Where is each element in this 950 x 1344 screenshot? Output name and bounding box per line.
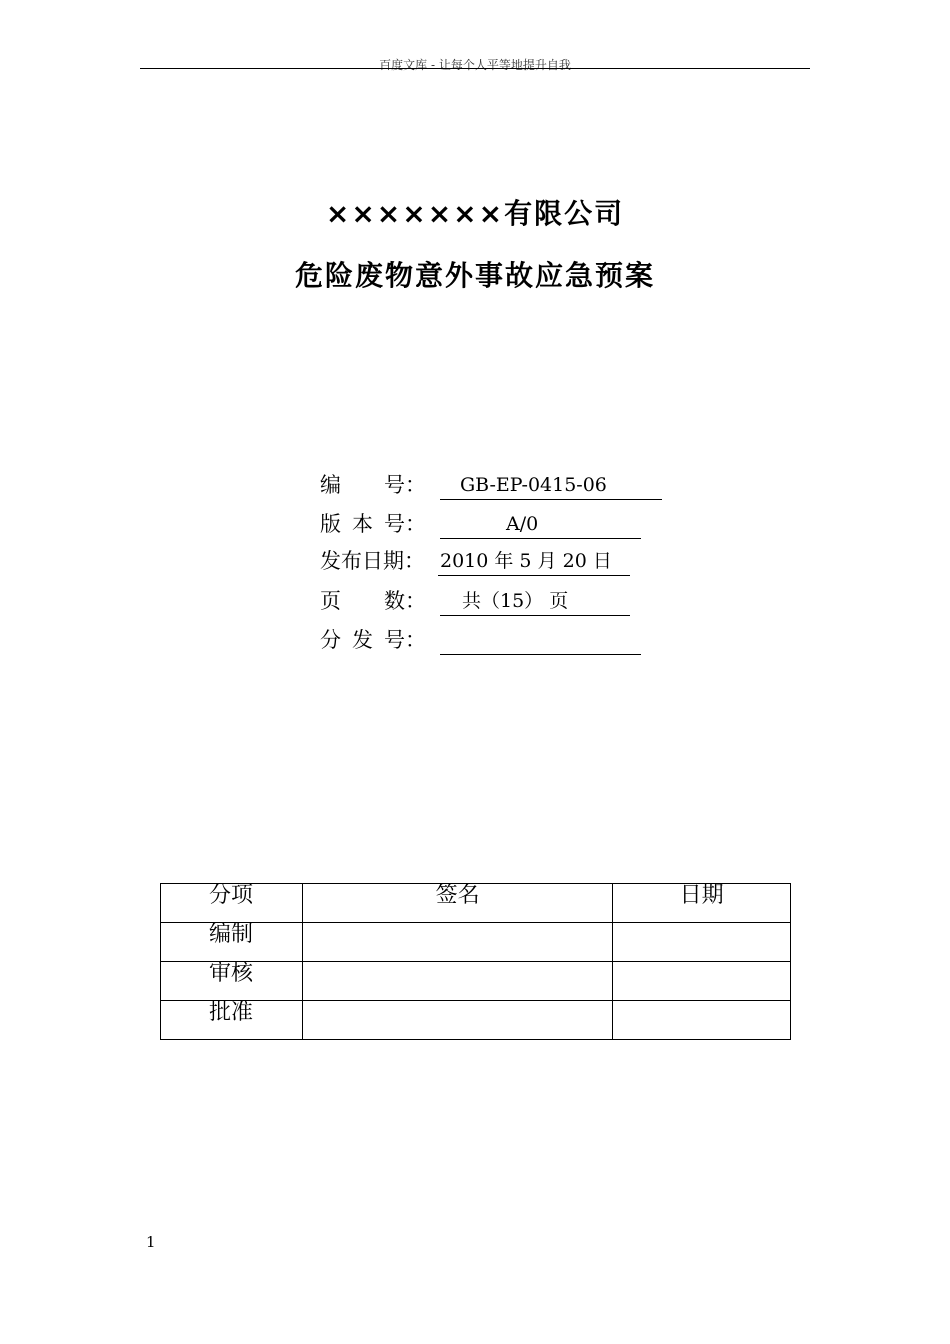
header-date: 日期 — [613, 884, 791, 923]
meta-distribution-value — [440, 625, 641, 655]
meta-pages-label-char: 数： — [384, 589, 426, 613]
page-header-text: 百度文库 - 让每个人平等地提升自我 — [379, 58, 571, 72]
meta-version-value: A/0 — [440, 509, 641, 539]
approval-table — [160, 883, 791, 1040]
approval-table-header-row — [161, 884, 791, 923]
meta-number-label-char: 号： — [384, 473, 426, 497]
row-signature — [302, 962, 612, 1001]
meta-number-label — [320, 470, 438, 500]
meta-version-label-char: 版 — [320, 512, 341, 536]
row-signature — [302, 923, 612, 962]
meta-number-label-char: 编 — [320, 473, 341, 497]
meta-distribution-label-char: 发 — [352, 628, 373, 652]
row-date — [613, 923, 791, 962]
meta-number-value: GB-EP-0415-06 — [440, 470, 662, 500]
table-row — [161, 923, 791, 962]
meta-pages-value: 共（15） 页 — [440, 586, 630, 616]
meta-version-label — [320, 509, 438, 539]
header-divider — [140, 68, 810, 69]
row-item: 编制 — [161, 923, 303, 962]
meta-release-date-value: 2010 年 5 月 20 日 — [438, 546, 630, 576]
company-title: ×××××××有限公司 — [325, 197, 625, 230]
meta-pages-label — [320, 586, 438, 616]
row-item: 批准 — [161, 1001, 303, 1040]
meta-version-label-char: 号： — [384, 512, 426, 536]
meta-distribution-label-char: 号： — [384, 628, 426, 652]
meta-version-label-char: 本 — [352, 512, 373, 536]
meta-pages-label-char: 页 — [320, 589, 341, 613]
header-item: 分项 — [161, 884, 303, 923]
row-item: 审核 — [161, 962, 303, 1001]
document-title: 危险废物意外事故应急预案 — [294, 259, 655, 292]
row-date — [613, 962, 791, 1001]
row-signature — [302, 1001, 612, 1040]
header-signature: 签名 — [302, 884, 612, 923]
table-row — [161, 962, 791, 1001]
meta-distribution-label-char: 分 — [320, 628, 341, 652]
meta-distribution-label — [320, 625, 438, 655]
page-number: 1 — [146, 1233, 156, 1251]
meta-release-date-label: 发布日期： — [320, 549, 425, 573]
table-row — [161, 1001, 791, 1040]
row-date — [613, 1001, 791, 1040]
